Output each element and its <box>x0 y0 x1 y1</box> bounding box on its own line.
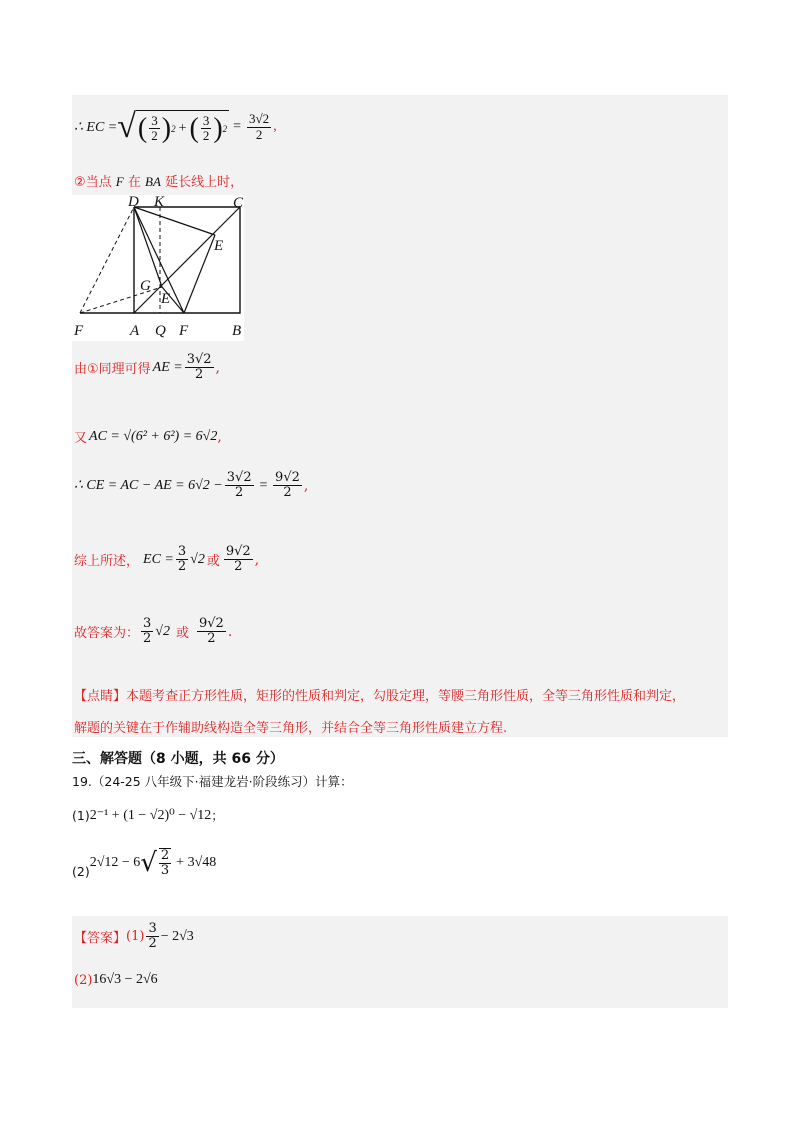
sqrt-symbol: √ <box>117 108 136 145</box>
ec-formula: ∴ EC = √ ( $\frac{3}{2}$ ) 2 + ( $\frac{3}{2}$ ) 2 = $\frac{3√2}{2}$ , <box>74 108 277 145</box>
summary-frac1: $\frac{3}{2}$ <box>177 544 187 575</box>
solution-panel <box>72 95 728 737</box>
case2-label: ②当点 F 在 BA 延长线上时， <box>74 174 244 190</box>
label-q: Q <box>155 323 166 339</box>
q19-part1: (1) 2⁻¹ + (1 − √2)⁰ − √12 ； <box>72 807 224 823</box>
label-a: A <box>130 323 140 339</box>
label-g: G <box>140 278 151 294</box>
answer-part1: 【答案】 (1) $\frac{3}{2}$ − 2√3 <box>74 921 194 952</box>
answer-frac1: $\frac{3}{2}$ <box>143 616 152 647</box>
answer-frac2: $\frac{9√2}{2}$ <box>199 616 224 647</box>
comment-line2: 解题的关键在于作辅助线构造全等三角形，并结合全等三角形性质建立方程. <box>74 721 508 736</box>
step3-frac1: $\frac{3√2}{2}$ <box>226 470 252 501</box>
frac-3-2-a: $\frac{3}{2}$ <box>151 112 158 143</box>
label-b: B <box>232 323 242 339</box>
label-d: D <box>128 195 139 210</box>
q19-part2-frac: $\frac{2}{3}$ <box>160 848 170 879</box>
step1: 由①同理可得 AE = $\frac{3√2}{2}$ , <box>74 352 220 383</box>
q19-part2: (2) 2√12 − 6 √ $\frac{2}{3}$ + 3√48 <box>72 848 217 879</box>
label-f2: F <box>179 323 189 339</box>
label-k: K <box>154 195 165 210</box>
comment-label: 【点睛】 <box>74 689 127 704</box>
summary-frac2: $\frac{9√2}{2}$ <box>225 544 251 575</box>
answer-line: 故答案为： $\frac{3}{2}$ √2 或 $\frac{9√2}{2}$ . <box>74 616 233 647</box>
answer-part1-frac: $\frac{3}{2}$ <box>148 921 157 952</box>
frac-3-2-b: $\frac{3}{2}$ <box>202 112 210 143</box>
geometry-figure <box>72 195 244 341</box>
label-e2: E <box>161 291 171 307</box>
summary: 综上所述， EC = $\frac{3}{2}$ √2 或 $\frac{9√2}{2}$ , <box>74 544 260 575</box>
step3-frac2: $\frac{9√2}{2}$ <box>275 470 300 501</box>
label-f1: F <box>74 323 84 339</box>
section-heading: 三、解答题（8 小题，共 66 分） <box>72 751 284 767</box>
label-e1: E <box>214 238 224 254</box>
ec-result: $\frac{3√2}{2}$ <box>249 111 270 142</box>
q19-title: 19.（24-25 八年级下·福建龙岩·阶段练习）计算： <box>72 774 353 789</box>
answer-label: 【答案】 <box>74 931 127 947</box>
answer-panel <box>72 916 728 1008</box>
step2: 又 AC = √(6² + 6²) = 6√2 , <box>74 428 222 446</box>
step3: ∴ CE = AC − AE = 6√2 − $\frac{3√2}{2}$ = $\frac{9√2}{2}$ , <box>74 470 309 501</box>
comment-line1: 【点睛】本题考查正方形性质，矩形的性质和判定，勾股定理，等腰三角形性质，全等三角形性质和判定， <box>74 689 686 704</box>
label-c: C <box>233 195 244 211</box>
sqrt-radicand: ( $\frac{3}{2}$ ) 2 + ( $\frac{3}{2}$ ) 2 <box>136 110 229 145</box>
ec-prefix: ∴ EC = <box>74 119 118 135</box>
step1-frac: $\frac{3√2}{2}$ <box>186 352 212 383</box>
answer-part2: (2) 16√3 − 2√6 <box>74 972 158 988</box>
